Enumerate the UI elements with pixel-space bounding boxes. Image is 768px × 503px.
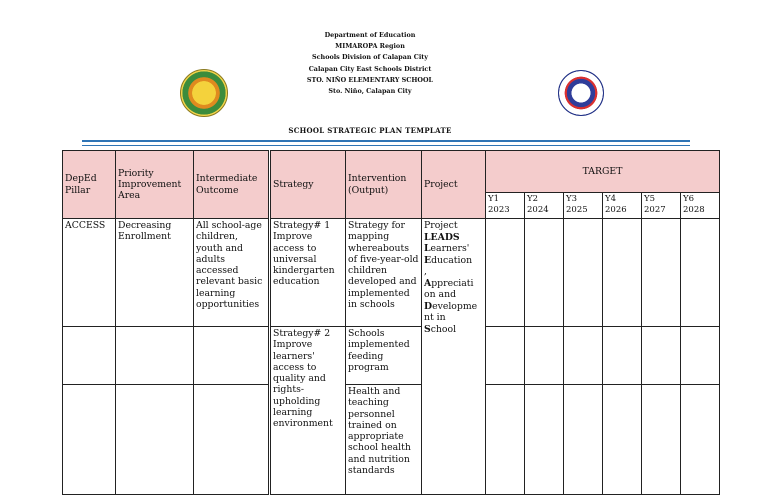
project-initial: S <box>424 323 431 335</box>
target-cell <box>564 385 603 495</box>
cell-intervention-3: Health and teaching personnel trained on appropriate school health and nutrition standards <box>346 385 422 495</box>
school-seal-icon <box>180 69 228 117</box>
target-cell <box>486 327 525 385</box>
cell-empty <box>194 385 270 495</box>
letterhead <box>250 30 490 97</box>
document-title: SCHOOL STRATEGIC PLAN TEMPLATE <box>288 126 452 135</box>
cell-strategy-1: Strategy# 1 Improve access to universal kindergarten education <box>270 219 346 327</box>
header-pillar: DepEd Pillar <box>63 151 116 219</box>
cell-intervention-1: Strategy for mapping whereabouts of five-year-old children developed and implemented in schools <box>346 219 422 327</box>
target-cell <box>642 385 681 495</box>
header-line: Calapan City East Schools District <box>308 64 432 73</box>
year-value: 2026 <box>605 205 627 216</box>
header-area: Priority Improvement Area <box>116 151 194 219</box>
project-initial: L <box>424 243 431 254</box>
cell-empty <box>116 385 194 495</box>
target-cell <box>486 219 525 327</box>
header-line: Sto. Niño, Calapan City <box>328 87 412 96</box>
cell-area: Decreasing Enrollment <box>116 219 194 327</box>
year-label: Y5 <box>644 194 656 204</box>
header-line: Department of Education <box>324 31 416 39</box>
header-school-name: STO. NIÑO ELEMENTARY SCHOOL <box>306 75 434 84</box>
project-comma: , <box>424 266 427 277</box>
year-value: 2028 <box>683 205 705 216</box>
cell-strategy-2: Strategy# 2 Improve learners' access to quality and rights-upholding learning environment <box>270 327 346 495</box>
cell-empty <box>63 385 116 495</box>
target-cell <box>603 327 642 385</box>
year-value: 2027 <box>644 205 666 216</box>
cell-outcome: All school-age children, youth and adults accessed relevant basic learning opportunities <box>194 219 270 327</box>
cell-project <box>422 219 486 495</box>
year-header <box>603 193 642 219</box>
cell-empty <box>116 327 194 385</box>
year-label: Y1 <box>488 194 500 204</box>
year-value: 2024 <box>527 205 549 216</box>
target-cell <box>486 385 525 495</box>
target-cell <box>603 385 642 495</box>
target-cell <box>525 327 564 385</box>
year-label: Y6 <box>683 194 695 204</box>
title-rule <box>82 140 690 142</box>
header-strategy: Strategy <box>270 151 346 219</box>
header-outcome: Intermediate Outcome <box>194 151 270 219</box>
strategic-plan-table <box>62 150 720 495</box>
project-initial: E <box>424 254 432 266</box>
year-header <box>564 193 603 219</box>
project-initial: D <box>424 300 433 312</box>
project-word: chool <box>430 323 457 335</box>
header-target: TARGET <box>486 151 720 193</box>
target-cell <box>642 219 681 327</box>
target-cell <box>681 385 720 495</box>
project-initial: A <box>424 277 432 289</box>
year-header <box>681 193 720 219</box>
year-value: 2023 <box>488 205 510 216</box>
project-word: earners' <box>430 243 470 254</box>
year-header <box>525 193 564 219</box>
header-project: Project <box>422 151 486 219</box>
project-word: evelopme nt in <box>424 300 478 323</box>
target-cell <box>525 219 564 327</box>
target-cell <box>564 219 603 327</box>
target-cell <box>564 327 603 385</box>
project-name: LEADS <box>424 231 460 243</box>
title-rule <box>82 145 690 146</box>
year-label: Y2 <box>527 194 539 204</box>
header-line: MIMAROPA Region <box>335 42 405 51</box>
target-cell <box>681 219 720 327</box>
cell-intervention-2: Schools implemented feeding program <box>346 327 422 385</box>
project-word: ppreciati on and <box>424 277 474 300</box>
target-cell <box>681 327 720 385</box>
year-value: 2025 <box>566 205 588 216</box>
header-intervention: Intervention (Output) <box>346 151 422 219</box>
cell-empty <box>63 327 116 385</box>
header-line: Schools Division of Calapan City <box>312 53 428 62</box>
cell-pillar: ACCESS <box>63 219 116 327</box>
target-cell <box>642 327 681 385</box>
year-label: Y4 <box>605 194 617 204</box>
target-cell <box>525 385 564 495</box>
year-header <box>486 193 525 219</box>
project-prefix: Project <box>424 220 458 231</box>
target-cell <box>603 219 642 327</box>
cell-empty <box>194 327 270 385</box>
year-label: Y3 <box>566 194 578 204</box>
deped-seal-icon <box>558 70 604 116</box>
project-word: ducation <box>431 254 473 266</box>
year-header <box>642 193 681 219</box>
